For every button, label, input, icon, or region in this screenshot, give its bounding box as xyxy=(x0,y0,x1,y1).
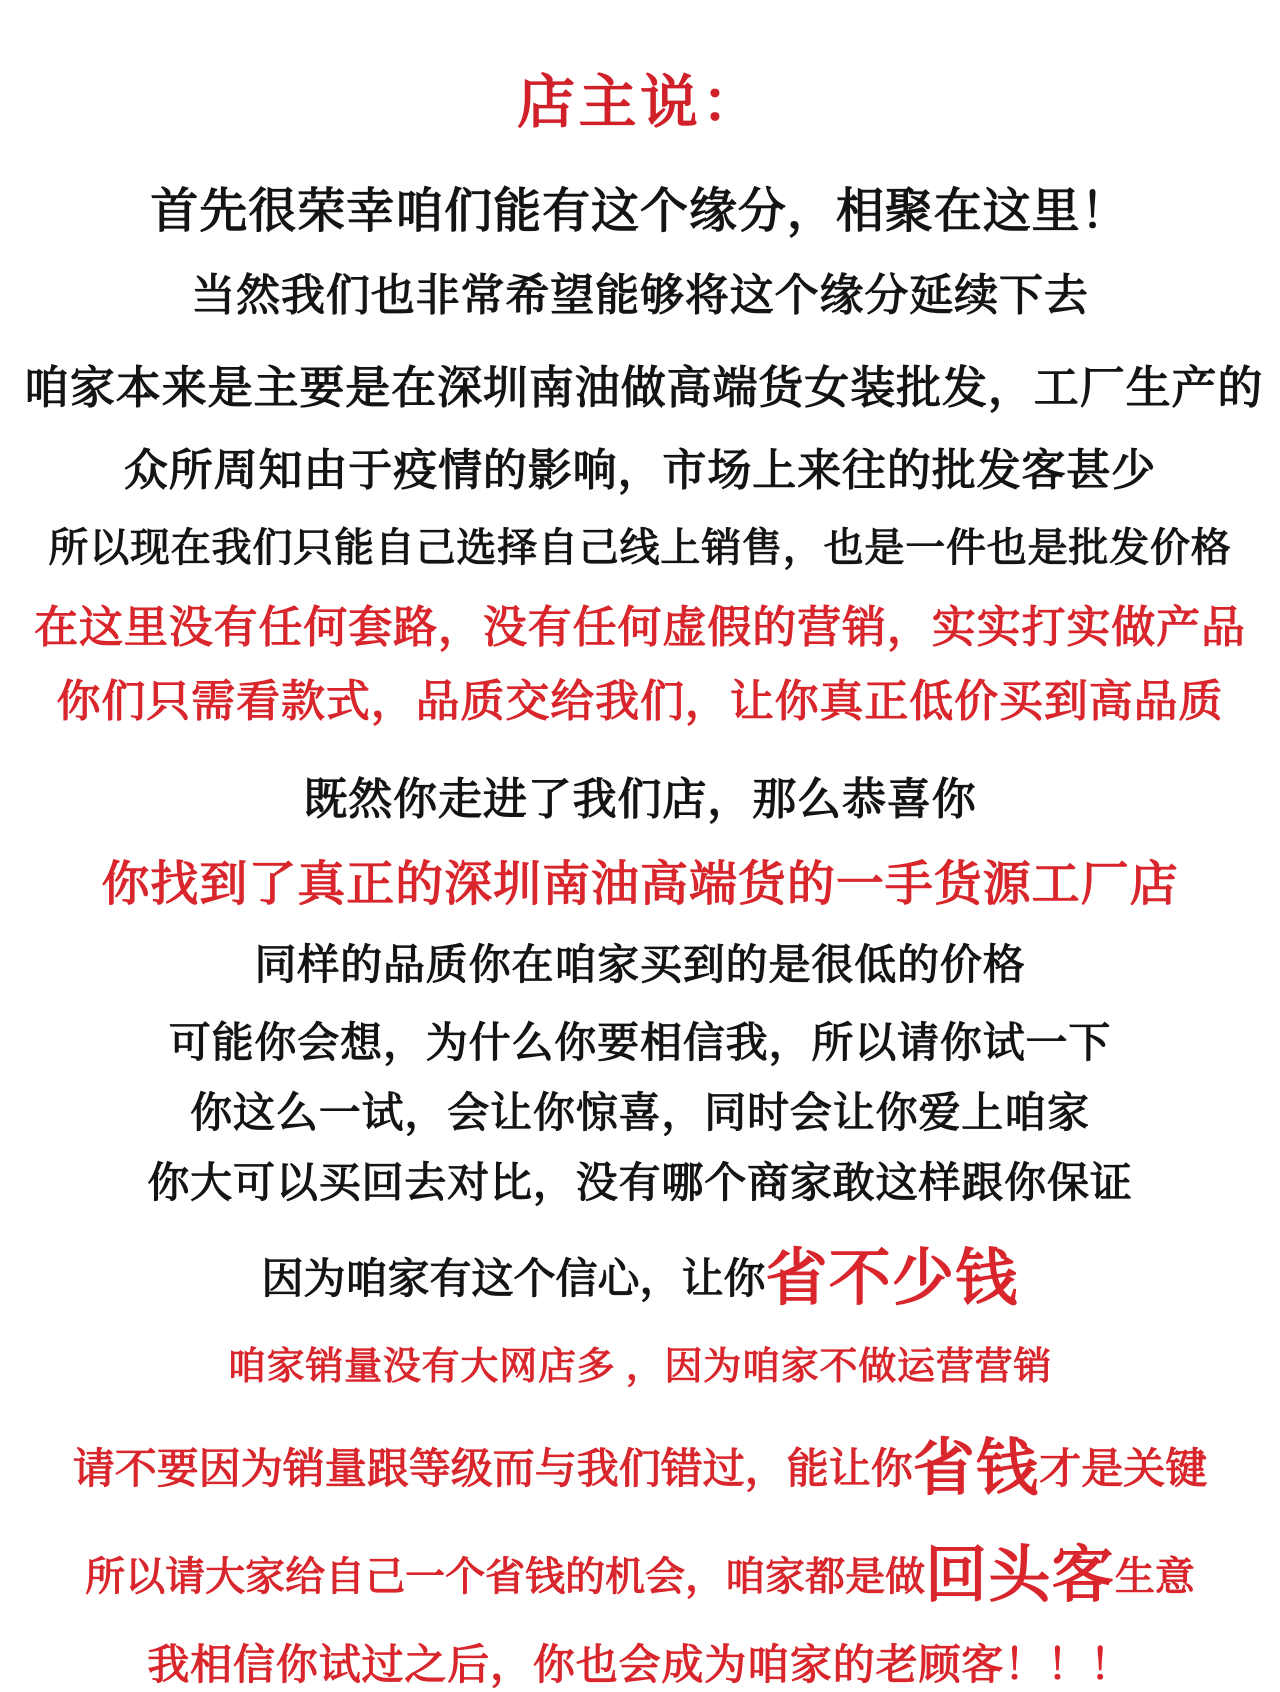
mixed-line-sales: 咱家销量没有大网店多 ，因为咱家不做运营营销 xyxy=(227,1346,1053,1388)
body-line-7: 同样的品质你在咱家买到的是很低的价格 xyxy=(254,943,1026,989)
highlight-line-1: 在这里没有任何套路，没有任何虚假的营销，实实打实做产品 xyxy=(34,603,1246,652)
page-title: 店主说： xyxy=(517,70,763,135)
body-line-10: 你大可以买回去对比，没有哪个商家敢这样跟你保证 xyxy=(147,1161,1133,1207)
body-line-1: 首先很荣幸咱们能有这个缘分，相聚在这里！ xyxy=(150,185,1130,238)
body-line-2: 当然我们也非常希望能够将这个缘分延续下去 xyxy=(191,271,1089,320)
emphasis-repeat-customer: 回头客 xyxy=(925,1542,1115,1610)
mixed-line-repeat-suffix: 生意 xyxy=(1114,1554,1195,1599)
body-line-9: 你这么一试，会让你惊喜，同时会让你爱上咱家 xyxy=(190,1091,1090,1137)
mixed-line-confidence-prefix: 因为咱家有这个信心，让你 xyxy=(261,1257,766,1303)
emphasis-save-money: 省不少钱 xyxy=(765,1245,1019,1313)
mixed-line-repeat-customer xyxy=(24,1525,1256,1614)
body-line-4: 众所周知由于疫情的影响，市场上来往的批发客甚少 xyxy=(123,446,1157,495)
highlight-line-2: 你们只需看款式，品质交给我们，让你真正低价买到高品质 xyxy=(56,677,1224,726)
body-line-6: 既然你走进了我们店，那么恭喜你 xyxy=(303,775,977,824)
emphasis-saving: 省钱 xyxy=(912,1435,1040,1503)
mixed-line-key-suffix: 才是关键 xyxy=(1039,1447,1208,1493)
body-line-8: 可能你会想，为什么你要相信我，所以请你试一下 xyxy=(168,1021,1112,1067)
mixed-line-key xyxy=(24,1418,1256,1507)
body-line-5: 所以现在我们只能自己选择自己线上销售，也是一件也是批发价格 xyxy=(48,525,1232,570)
mixed-line-confidence xyxy=(24,1228,1256,1317)
closing-line: 我相信你试过之后，你也会成为咱家的老顾客！！！ xyxy=(147,1643,1133,1689)
body-line-3: 咱家本来是主要是在深圳南油做高端货女装批发，工厂生产的 xyxy=(24,363,1264,413)
mixed-line-repeat-prefix: 所以请大家给自己一个省钱的机会，咱家都是做 xyxy=(85,1554,926,1599)
highlight-line-3: 你找到了真正的深圳南油高端货的一手货源工厂店 xyxy=(101,858,1179,911)
mixed-line-key-prefix: 请不要因为销量跟等级而与我们错过，能让你 xyxy=(72,1447,913,1493)
